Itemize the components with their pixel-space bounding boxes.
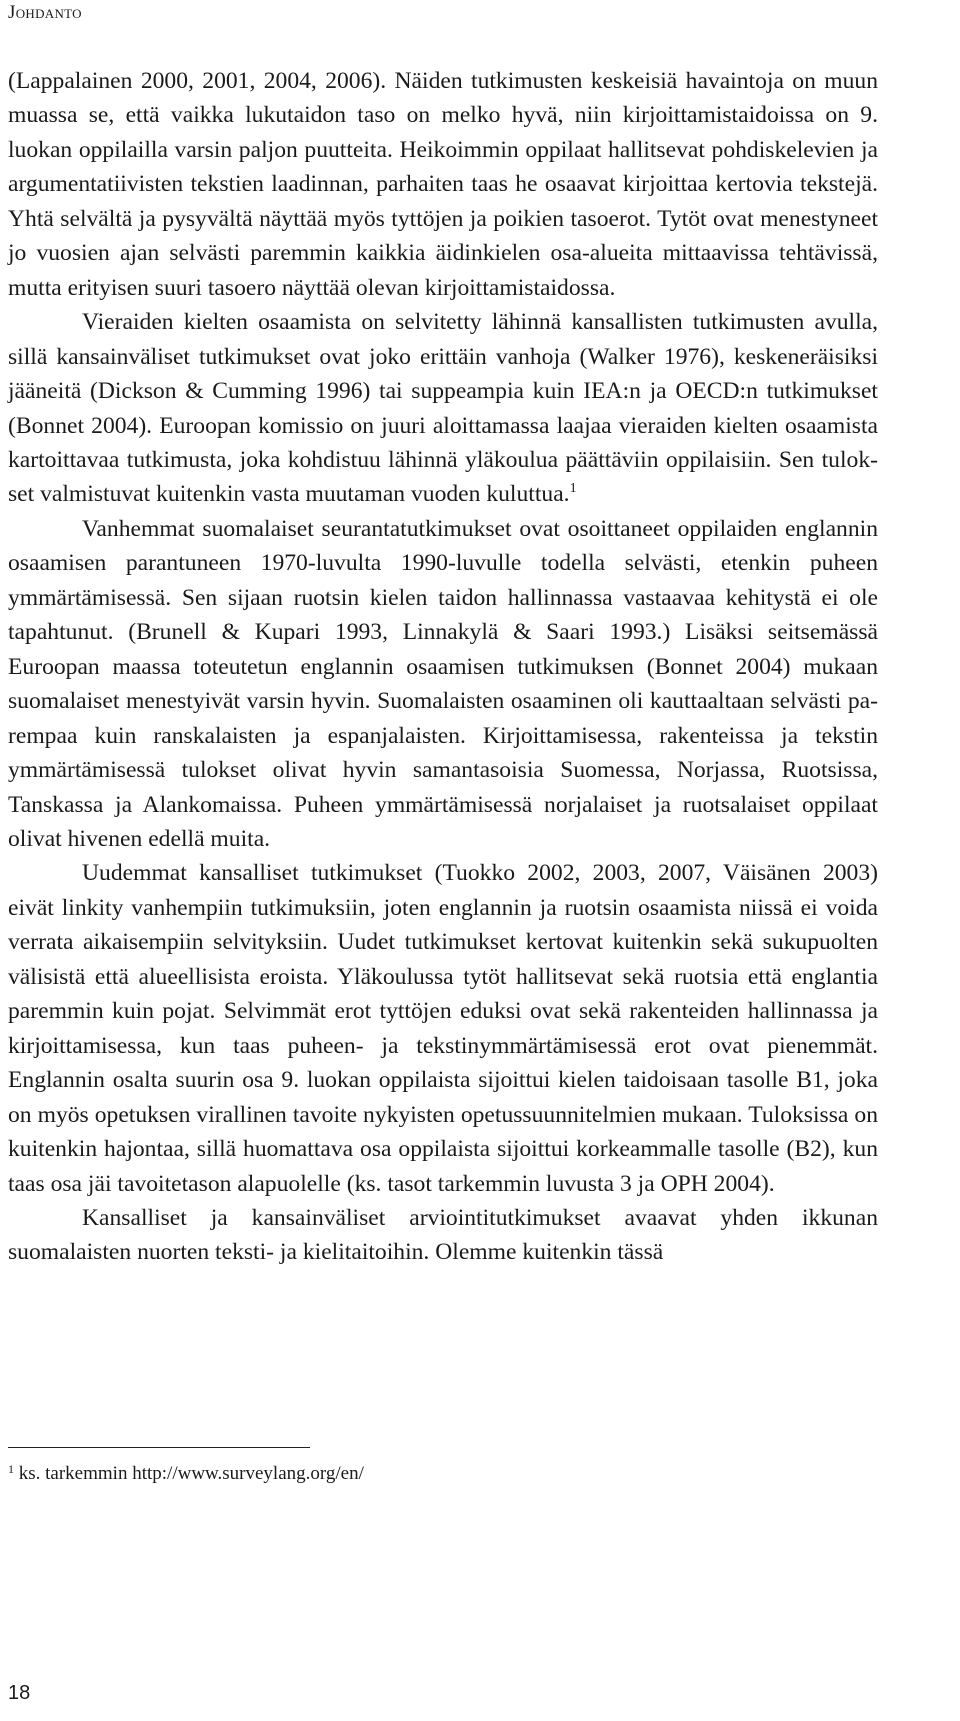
paragraph: (Lappalainen 2000, 2001, 2004, 2006). Näiden tutkimusten keskeisiä havaintoja on muun muassa se, että vaikka lukutaidon taso on melko hyvä, niin kirjoittamistaidoissa on 9. luokan oppilailla varsin paljon puutteita. Heikoimmin oppilaat hallitsevat pohdiskelevien ja argumentatiivisten tekstien laadinnan, parhaiten taas he osaavat kirjoittaa kertovia tekstejä. Yhtä selvältä ja pysyvältä näyttää myös tyttöjen ja poikien tasoerot. Tytöt ovat menestyneet jo vuosien ajan selvästi paremmin kaikkia äidinkielen osa-alueita mittaavissa tehtävissä, mutta erityisen suuri tasoero näyttää olevan kirjoittamistaidossa.: [8, 68, 878, 301]
footnote-separator: [8, 1447, 310, 1448]
running-head: Johdanto: [8, 2, 82, 23]
paragraph: [8, 305, 878, 512]
footnote-text: ks. tarkemmin http://www.surveylang.org/en/: [14, 1463, 364, 1484]
paragraph-text: Vieraiden kielten osaamista on selvitetty lähinnä kansallisten tutkimusten avulla, sillä kansainväliset tutkimukset ovat joko erittäin vanhoja (Walker 1976), keskeneräisiksi jääneitä (Dickson & Cumming 1996) tai suppeampia kuin IEA:n ja OECD:n tutkimukset (Bonnet 2004). Euroopan komissio on juuri aloittamassa laajaa vieraiden kielten osaamista kartoittavaa tutkimusta, joka kohdistuu lähinnä yläkoulua päättäviin oppilaisiin. Sen tulokset valmistuvat kuitenkin vasta muutaman vuoden kuluttua.: [8, 309, 878, 508]
paragraph: Uudemmat kansalliset tutkimukset (Tuokko 2002, 2003, 2007, Väisänen 2003) eivät linkity vanhempiin tutkimuksiin, joten englannin ja ruotsin osaamista niissä ei voida verrata aikaisempiin selvityksiin. Uudet tutkimukset kertovat kuitenkin sekä sukupuolten välisistä että alueellisista eroista. Yläkoulussa tytöt hallitsevat sekä ruotsia että englantia paremmin kuin pojat. Selvimmät erot tyttöjen eduksi ovat sekä rakenteiden hallinnassa ja kirjoittamisessa, kun taas puheen- ja tekstinymmärtämisessä erot ovat pienemmät. Englannin osalta suurin osa 9. luokan oppilaista sijoittui kielen taidoisaan tasolle B1, joka on myös opetuksen virallinen tavoite nykyisten opetussuunnitelmien mukaan. Tuloksissa on kuitenkin hajontaa, sillä huomattava osa oppilaista sijoittui korkeammalle tasolle (B2), kun taas osa jäi tavoitetason alapuolelle (ks. tasot tarkemmin luvusta 3 ja OPH 2004).: [8, 860, 878, 1197]
paragraph: Kansalliset ja kansainväliset arviointitutkimukset avaavat yhden ikkunan suomalaisten nuorten teksti- ja kielitaitoihin. Olemme kuitenkin tässä: [8, 1204, 878, 1266]
footnote-reference: 1: [569, 481, 577, 497]
footnote: [8, 1462, 364, 1486]
body-text: [8, 64, 878, 1270]
paragraph: Vanhemmat suomalaiset seurantatutkimukset ovat osoittaneet oppilaiden englannin osaamisen parantuneen 1970-luvulta 1990-luvulle todella selvästi, etenkin puheen ymmärtämisessä. Sen sijaan ruotsin kielen taidon hallinnassa vastaavaa kehitystä ei ole tapahtunut. (Brunell & Kupari 1993, Linnakylä & Saari 1993.) Lisäksi seitsemässä Euroopan maassa toteutetun englannin osaamisen tutkimuksen (Bonnet 2004) mukaan suomalaiset menestyivät varsin hyvin. Suomalaisten osaaminen oli kauttaaltaan selvästi parempaa kuin ranskalaisten ja espanjalaisten. Kirjoittamisessa, rakenteissa ja tekstin ymmärtämisessä tulokset olivat hyvin samantasoisia Suomessa, Norjassa, Ruotsissa, Tanskassa ja Alankomaissa. Puheen ymmärtämisessä norjalaiset ja ruotsalaiset oppilaat olivat hivenen edellä muita.: [8, 515, 878, 852]
page-number: 18: [8, 1682, 31, 1704]
footnote-marker: 1: [8, 1462, 14, 1476]
